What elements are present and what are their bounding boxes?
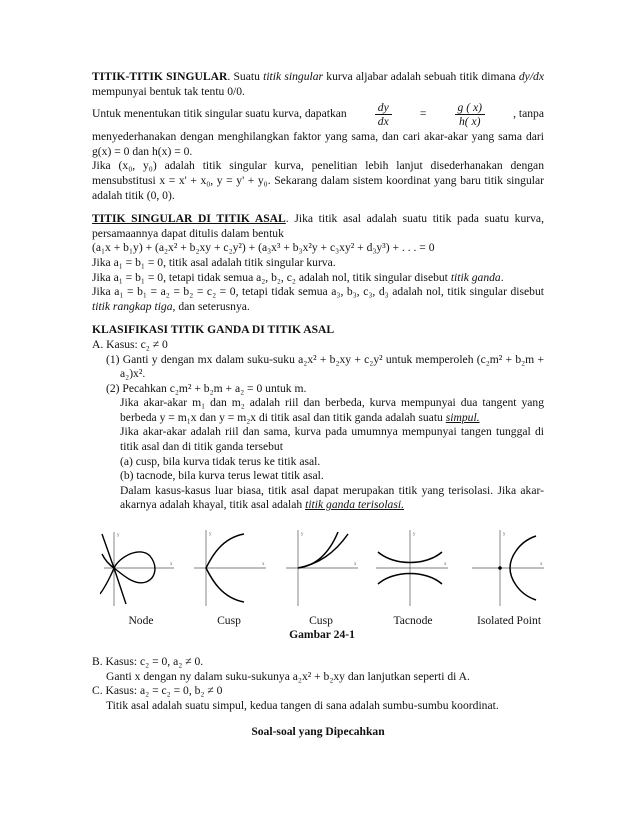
caption-cusp-2: Cusp (309, 614, 333, 627)
heading-titik-singular: TITIK-TITIK SINGULAR (92, 70, 228, 83)
case-a-isolated: Dalam kasus-kasus luar biasa, titik asal dapat merupakan titik yang terisolasi. Jika akar-akarnya adalah khayal, titik asal adalah titik ganda terisolasi. (120, 483, 544, 512)
caption-cusp-1: Cusp (217, 614, 241, 627)
paragraph-fraction-line: Untuk menentukan titik singular suatu kurva, dapatkan $\frac{dy}{dx}$ = $\frac{g ( x)}{h( x)}$ , tanpa (92, 101, 544, 129)
svg-text:y: y (503, 532, 506, 537)
svg-text:x: x (262, 562, 265, 567)
caption-tacnode: Tacnode (393, 614, 433, 627)
node-graph (100, 528, 176, 608)
solved-problems-heading: Soal-soal yang Dipecahkan (251, 725, 385, 738)
case-a: A. Kasus: c₂ ≠ 0 (92, 337, 168, 351)
svg-text:x: x (444, 562, 447, 567)
page-body (92, 70, 544, 513)
paragraph-substitution: Jika (x₀, y₀) adalah titik singular kurva, penelitian lebih lanjut disederhanakan dengan mensubstitusi x = x' + x₀, y = y' + y₀. Sekarang dalam sistem koordinat yang baru titik singular adalah titik (0, 0). (92, 159, 544, 202)
line-double-point: Jika a₁ = b₁ = 0, tetapi tidak semua a₂, b₂, c₂ adalah nol, titik singular disebut titik ganda. (92, 270, 504, 284)
cases-b-c (92, 655, 544, 713)
svg-text:x: x (170, 562, 173, 567)
cusp-graph-1 (192, 528, 268, 608)
case-b: B. Kasus: c₂ = 0, a₂ ≠ 0. (92, 655, 204, 668)
svg-text:y: y (117, 533, 120, 538)
case-b-detail: Ganti x dengan ny dalam suku-sukunya a₂x² + b₂xy dan lanjutkan seperti di A. (106, 669, 470, 683)
paragraph-simplify: menyederhanakan dengan menghilangkan faktor yang sama, dan cari akar-akar yang sama dari g(x) = 0 dan h(x) = 0. (92, 130, 544, 158)
caption-isolated-point: Isolated Point (476, 614, 542, 627)
caption-node: Node (128, 614, 154, 627)
figure-title: Gambar 24-1 (289, 628, 355, 641)
case-c: C. Kasus: a₂ = c₂ = 0, b₂ ≠ 0 (92, 684, 223, 698)
isolated-point-graph (470, 528, 546, 608)
fraction-dy-dx: $\frac{dy}{dx}$ (375, 101, 392, 128)
case-a-distinct-roots: Jika akar-akar m₁ dan m₂ adalah riil dan berbeda, kurva mempunyai dua tangent yang berbeda y = m₁x dan y = m₂x di titik asal dan titik ganda adalah suatu simpul. (120, 396, 544, 424)
case-a-step1: (1) Ganti y dengan mx dalam suku-suku a₂x² + b₂xy + c₂y² untuk memperoleh (c₂m² + b₂m + a₂)x². (106, 352, 544, 381)
fraction-g-h: $\frac{g ( x)}{h( x)}$ (455, 101, 485, 128)
tacnode-graph (374, 528, 450, 608)
case-a-tacnode: (b) tacnode, bila kurva terus lewat titik asal. (120, 469, 324, 483)
case-c-detail: Titik asal adalah suatu simpul, kedua tangen di sana adalah sumbu-sumbu koordinat. (106, 698, 499, 712)
line-triple-point: Jika a₁ = b₁ = a₂ = b₂ = c₂ = 0, tetapi tidak semua a₃, b₃, c₃, d₃ adalah nol, titik singular disebut titik rangkap tiga, dan seterusnya. (92, 285, 544, 313)
heading-titik-singular-asal: TITIK SINGULAR DI TITIK ASAL (92, 212, 286, 226)
svg-text:x: x (354, 562, 357, 567)
case-a-cusp: (a) cusp, bila kurva tidak terus ke titik asal. (120, 454, 321, 468)
case-a-equal-roots: Jika akar-akar adalah riil dan sama, kurva pada umumnya mempunyai tangen tunggal di titik asal dan di titik ganda tersebut (120, 425, 544, 454)
svg-text:y: y (209, 532, 212, 537)
equation-series: (a₁x + b₁y) + (a₂x² + b₂xy + c₂y²) + (a₃x³ + b₃x²y + c₃xy² + d₃y³) + . . . = 0 (92, 241, 435, 255)
paragraph-origin: TITIK SINGULAR DI TITIK ASAL. Jika titik asal adalah suatu titik pada suatu kurva, persamaannya dapat ditulis dalam bentuk (92, 212, 544, 240)
figure-24-1 (96, 528, 548, 618)
line-singular-condition: Jika a₁ = b₁ = 0, titik asal adalah titik singular kurva. (92, 255, 336, 269)
cusp-graph-2 (284, 528, 360, 608)
svg-text:x: x (540, 562, 543, 567)
svg-text:y: y (413, 532, 416, 537)
svg-text:y: y (301, 532, 304, 537)
case-a-step2: (2) Pecahkan c₂m² + b₂m + a₂ = 0 untuk m. (106, 381, 307, 395)
heading-klasifikasi: KLASIFIKASI TITIK GANDA DI TITIK ASAL (92, 323, 335, 337)
paragraph-singular-definition: TITIK-TITIK SINGULAR. Suatu titik singular kurva aljabar adalah sebuah titik dimana dy/dx mempunyai bentuk tak tentu 0/0. (92, 70, 544, 98)
